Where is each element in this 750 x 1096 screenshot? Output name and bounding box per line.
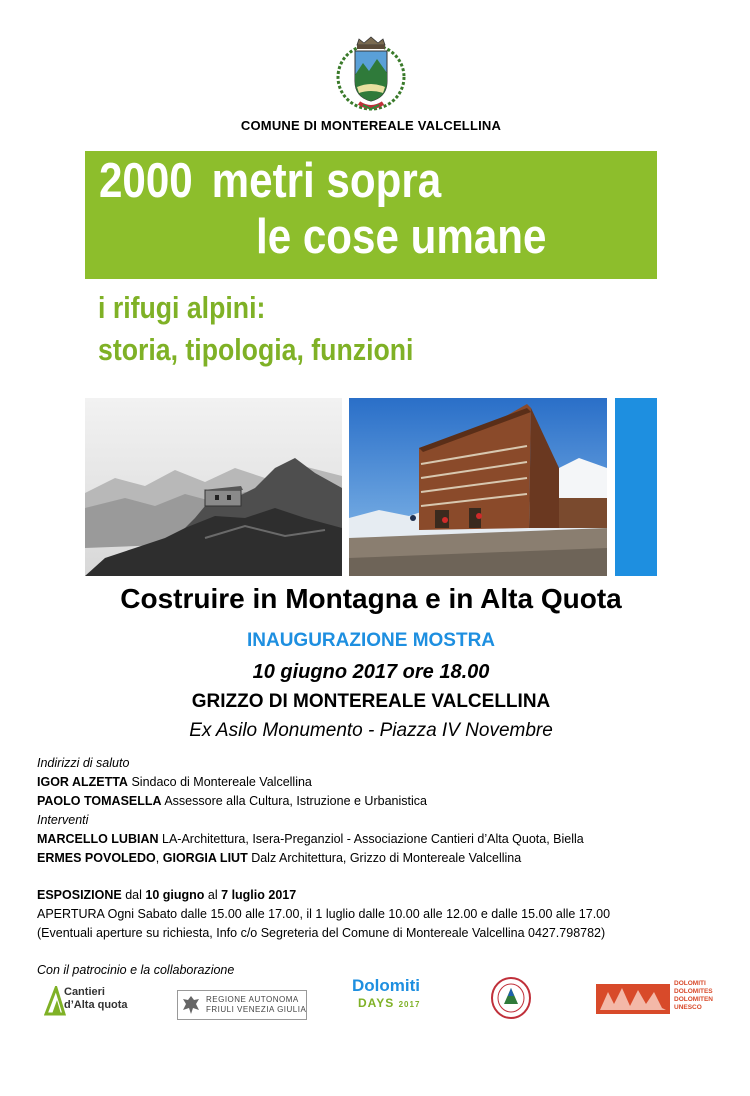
event-address: Ex Asilo Monumento - Piazza IV Novembre (189, 720, 553, 741)
banner-line-1 (99, 154, 442, 208)
speaker-name: ERMES POVOLEDO (37, 851, 156, 865)
speaker-line (37, 831, 584, 847)
title-banner (85, 151, 657, 279)
subtitle-line-1: i rifugi alpini: (98, 290, 266, 325)
banner-line-1-text: metri sopra (211, 154, 442, 208)
event-place: GRIZZO DI MONTEREALE VALCELLINA (191, 691, 551, 712)
cantieri-triangle-icon (44, 986, 66, 1016)
blue-accent-bar (615, 398, 657, 576)
modern-mountain-hut-photo (349, 398, 607, 576)
unesco-mountains-icon (596, 978, 670, 1018)
extra-openings-info: (Eventuali aperture su richiesta, Info c/o Segreteria del Comune di Montereale Valcellina 0427.798782) (37, 926, 606, 940)
municipality-name: COMUNE DI MONTEREALE VALCELLINA (240, 118, 502, 133)
speaker-role: LA-Architettura, Isera-Preganziol - Associazione Cantieri d’Alta Quota, Biella (162, 832, 584, 846)
speaker-role: Sindaco di Montereale Valcellina (131, 775, 312, 789)
opening-hours: APERTURA Ogni Sabato dalle 15.00 alle 17.00, il 1 luglio dalle 10.00 alle 12.00 e dalle 15.00 alle 17.00 (37, 907, 611, 921)
dolomiti-unesco-logo: DOLOMITI DOLOMITES DOLOMITEN UNESCO (596, 978, 708, 1018)
cantieri-alta-quota-logo: Cantieri d’Alta quota (44, 984, 154, 1018)
municipal-crest-icon (333, 35, 409, 113)
subtitle-line-2: storia, tipologia, funzioni (98, 332, 414, 367)
sponsors-heading: Con il patrocinio e la collaborazione (37, 963, 235, 977)
eagle-emblem-icon (181, 994, 201, 1016)
exhibition-dates: ESPOSIZIONE dal 10 giugno al 7 luglio 2017 (37, 888, 297, 902)
speaker-name: MARCELLO LUBIAN (37, 832, 159, 846)
dolomiti-days-logo: Dolomiti DAYS 2017 (352, 976, 421, 1010)
speaker-role: Dalz Architettura, Grizzo di Montereale Valcellina (251, 851, 522, 865)
banner-number: 2000 (99, 154, 193, 208)
talks-heading: Interventi (37, 813, 89, 827)
speaker-line (37, 793, 427, 809)
speaker-role: Assessore alla Cultura, Istruzione e Urbanistica (164, 794, 427, 808)
speaker-name: PAOLO TOMASELLA (37, 794, 162, 808)
inauguration-heading: INAUGURAZIONE MOSTRA (246, 630, 496, 651)
historic-mountain-hut-photo (85, 398, 342, 576)
regione-fvg-logo: REGIONE AUTONOMA FRIULI VENEZIA GIULIA (177, 990, 307, 1020)
speaker-line: ERMES POVOLEDO, GIORGIA LIUT Dalz Architettura, Grizzo di Montereale Valcellina (37, 851, 522, 865)
event-date: 10 giugno 2017 ore 18.00 (252, 661, 490, 683)
exhibition-title: Costruire in Montagna e in Alta Quota (120, 583, 622, 614)
speaker-name: GIORGIA LIUT (162, 851, 248, 865)
greetings-heading: Indirizzi di saluto (37, 756, 130, 770)
speaker-line (37, 774, 312, 790)
speaker-name: IGOR ALZETTA (37, 775, 128, 789)
banner-line-2: le cose umane (256, 210, 547, 264)
cai-badge-icon (490, 976, 532, 1020)
